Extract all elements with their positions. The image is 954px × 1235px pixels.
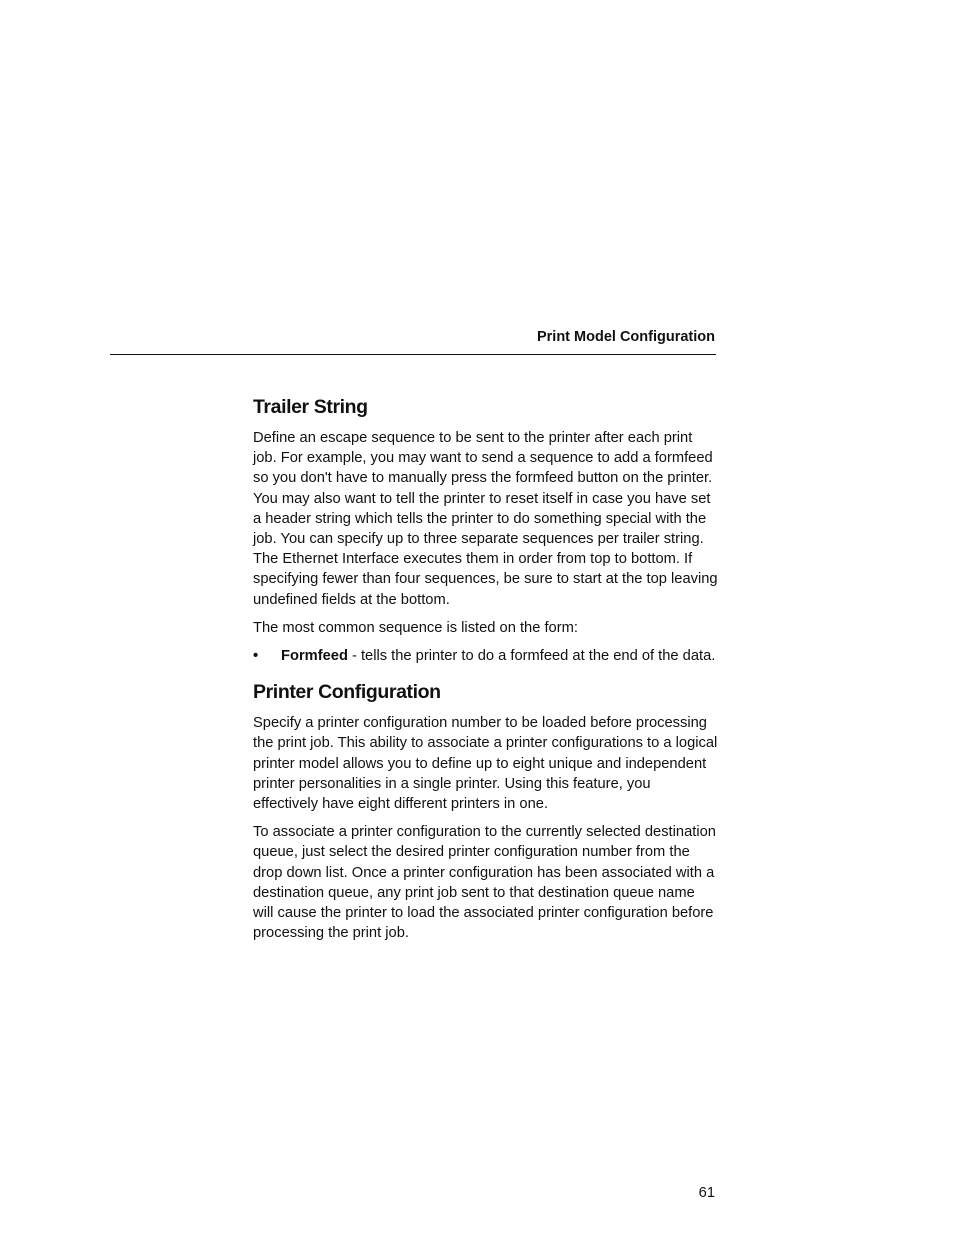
bullet-list <box>253 646 719 666</box>
running-header-title: Print Model Configuration <box>536 329 715 345</box>
bullet-term-formfeed: Formfeed <box>281 648 348 665</box>
printer-config-paragraph-2: To associate a printer configuration to the currently selected destination queue, just select the desired printer configuration number from the drop down list. Once a printer configuration has been associated with a destination queue, any print job sent to that destination queue name will cause the printer to load the associated printer configuration before processing the print job. <box>253 824 716 942</box>
bullet-icon: • <box>253 648 259 665</box>
bullet-item-formfeed <box>253 646 719 666</box>
heading-trailer-string: Trailer String <box>253 396 368 418</box>
bullet-description: - tells the printer to do a formfeed at the end of the data. <box>347 648 716 665</box>
section-printer-configuration <box>253 677 719 943</box>
header-rule <box>110 354 716 355</box>
printer-config-paragraph-1: Specify a printer configuration number to be loaded before processing the print job. This ability to associate a printer configurations to a logical printer model allows you to define up to eight unique and independent printer personalities in a single printer. Using this feature, you effectively have eight different printers in one. <box>253 715 718 813</box>
section-trailer-string <box>253 392 719 666</box>
page-number: 61 <box>698 1185 715 1201</box>
trailer-paragraph-2: The most common sequence is listed on the form: <box>253 619 578 636</box>
heading-printer-configuration: Printer Configuration <box>253 681 441 704</box>
page-content <box>253 392 719 951</box>
trailer-paragraph-1: Define an escape sequence to be sent to the printer after each print job. For example, you may want to send a sequence to add a formfeed so you don't have to manually press the formfeed button on the printer. You may also want to tell the printer to reset itself in case you have set a header string which tells the printer to do something special with the job. You can specify up to three separate sequences per trailer string. The Ethernet Interface executes them in order from top to bottom. If specifying fewer than four sequences, be sure to start at the top leaving undefined fields at the bottom. <box>253 430 718 608</box>
